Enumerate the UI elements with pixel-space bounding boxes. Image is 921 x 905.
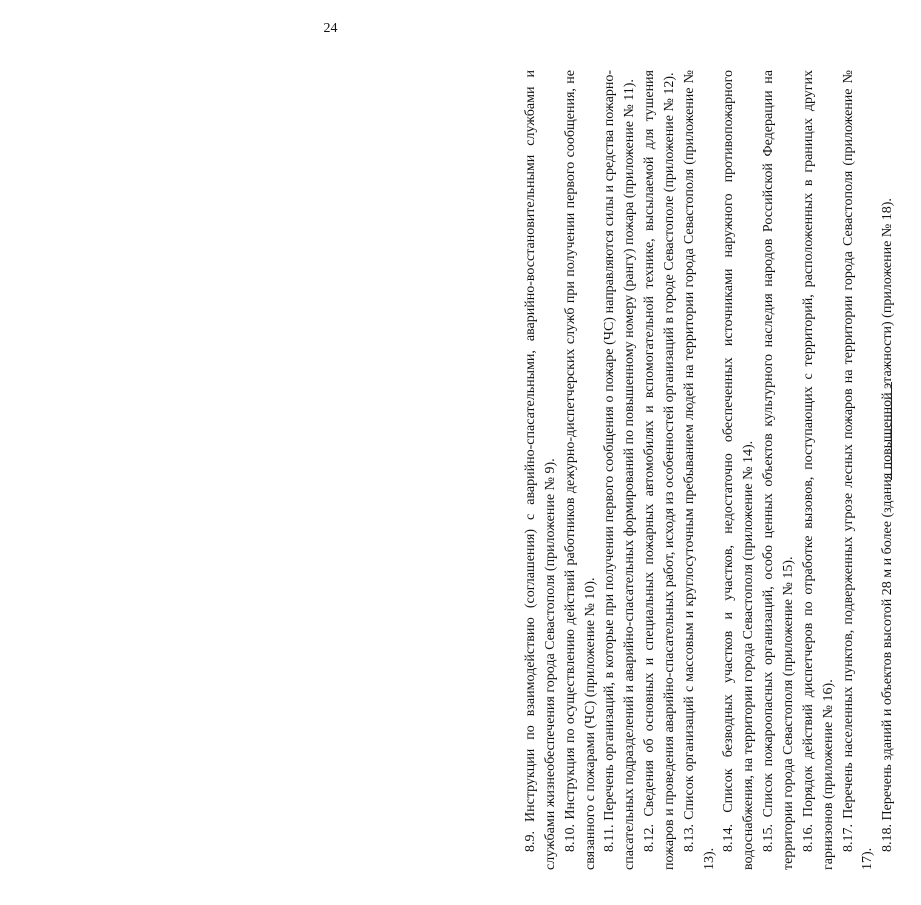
list-item-8-13: [680, 70, 720, 870]
item-number: 8.13.: [681, 824, 697, 852]
item-number: 8.14.: [721, 824, 737, 852]
list-item-8-18: [878, 70, 898, 870]
list-item-8-15: [759, 70, 799, 870]
list-item-8-17: [839, 70, 879, 870]
page-number: 24: [323, 21, 338, 36]
list-item-8-14: [719, 70, 759, 870]
list-item-8-10: [561, 70, 601, 870]
item-number: 8.11.: [602, 824, 618, 852]
item-text: Инструкции по взаимодействию (соглашения) с аварийно-спасательными, аварийно-восстановительными службами и службами жизнеобеспечения города Севастополя (приложение № 9).: [523, 70, 558, 870]
item-text: Список безводных участков и участков, недостаточно обеспеченных источниками наружного противопожарного водоснабжения, на территории города Севастополя (приложение № 14).: [721, 69, 757, 870]
separator-line: [891, 382, 892, 480]
item-number: 8.10.: [562, 824, 578, 852]
item-number: 8.16.: [800, 824, 816, 852]
item-text: Сведения об основных и специальных пожарных автомобилях и вспомогательной технике, высылаемой для тушения пожаров и проведения аварийно-спасательных работ, исходя из особенностей организаций в городе Севастополе (приложение № 12).: [642, 70, 677, 870]
item-text: Инструкция по осуществлению действий работников дежурно-диспетчерских служб при получении первого сообщения, не связанного с пожарами (ЧС) (приложение № 10).: [562, 69, 598, 870]
item-number: 8.18.: [880, 824, 896, 852]
list-item-8-16: [799, 70, 839, 870]
item-text: Список пожароопасных организаций, особо ценных объектов культурного наследия народов Российской Федерации на территории города Севастополя (приложение № 15).: [761, 70, 796, 870]
list-item-8-12: [640, 70, 680, 870]
list-item-8-9: [521, 70, 561, 870]
item-number: 8.12.: [642, 824, 658, 852]
item-text: Перечень зданий и объектов высотой 28 м и более (здания повышенной этажности) (приложение № 18).: [880, 198, 896, 821]
list-item-8-11: [600, 70, 640, 870]
item-text: Список организаций с массовым и круглосуточным пребыванием людей на территории города Севастополя (приложение № 13).: [681, 70, 717, 870]
item-number: 8.15.: [761, 824, 777, 852]
item-text: Порядок действий диспетчеров по отработке вызовов, поступающих с территорий, расположенных в границах других гарнизонов (приложение № 16).: [800, 69, 836, 870]
item-text: Перечень организаций, в которые при получении первого сообщения о пожаре (ЧС) направляются силы и средства пожарно-спасательных подразделений и аварийно-спасательных формирований по повышенному номеру (рангу) пожара (приложение № 11).: [602, 70, 638, 870]
item-text: Перечень населенных пунктов, подверженных угрозе лесных пожаров на территории города Севастополя (приложение № 17).: [840, 70, 876, 870]
item-number: 8.9.: [523, 831, 538, 852]
rotated-body: [521, 70, 921, 870]
item-number: 8.17.: [840, 824, 856, 852]
